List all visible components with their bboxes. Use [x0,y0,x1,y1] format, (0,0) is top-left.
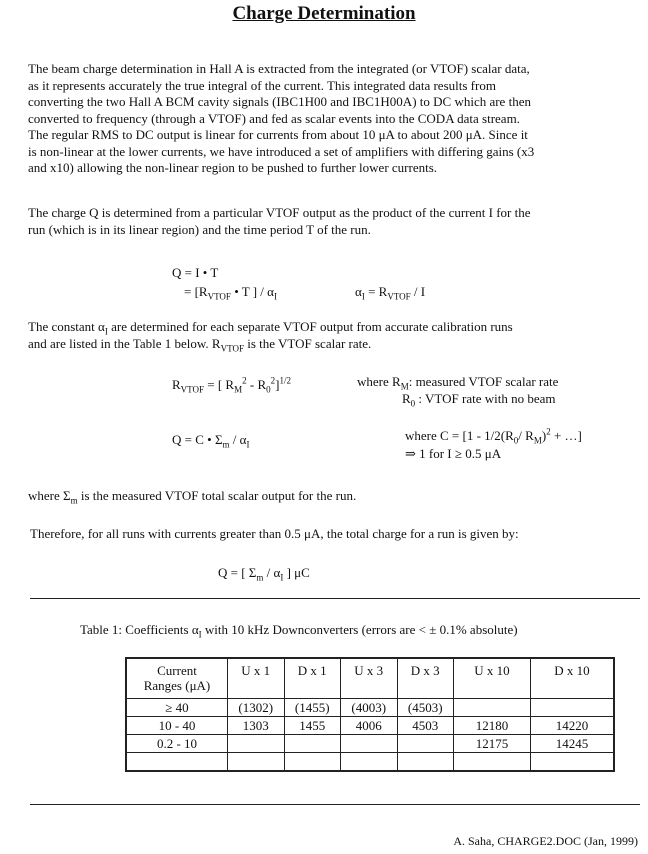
subscript: M [400,381,409,392]
equation-q-it [172,265,218,282]
text: / R [518,428,534,443]
equation-q-rvtof [184,284,277,301]
text: is the measured VTOF total scalar output for the run. [77,488,357,503]
subscript: I [104,326,108,337]
constant-line [28,336,628,353]
table-cell: ≥ 40 [126,699,228,717]
divider [30,598,640,599]
table-cell [284,753,341,772]
equation-total-charge [218,565,310,582]
subscript: I [246,439,250,450]
equation-text: = [ R [204,377,235,392]
page-title: Charge Determination [232,3,416,24]
table-cell: 1303 [228,717,285,735]
table-cell [531,699,615,717]
subscript: I [198,629,202,640]
constant-paragraph [28,319,628,352]
intro-line: The regular RMS to DC output is linear for currents from about 10 μA to about 200 μA. Since it [28,127,528,142]
table-cell [341,753,398,772]
footer-credit: A. Saha, CHARGE2.DOC (Jan, 1999) [453,834,638,848]
intro-line: and x10) allowing the non-linear region to be pushed to further lower currents. [28,160,438,175]
equation-text: - R [246,377,267,392]
subscript: I [361,291,365,302]
table-cell: (4003) [341,699,398,717]
table-cell: 10 - 40 [126,717,228,735]
equation-text: • T ] / α [230,284,274,299]
subscript: 0 [410,398,416,409]
text: Table 1: Coefficients α [80,622,199,637]
table-cell: 14220 [531,717,615,735]
table-cell [531,753,615,772]
subscript: M [234,384,243,395]
intro-line: is non-linear at the lower currents, we have introduced a set of amplifiers with differing gains (x3 [28,143,535,159]
table-header-row [126,658,614,699]
equation-text: Q = C • Σ [172,432,223,447]
superscript: 2 [242,375,247,386]
table-cell [126,753,228,772]
text: where C = [1 - 1/2(R [405,428,514,443]
subscript: I [280,572,284,583]
text: with 10 kHz Downconverters (errors are < ± 0.1% absolute) [201,622,518,637]
equation-text: α [355,284,362,299]
table-cell: 14245 [531,735,615,753]
equation-text: ] [275,377,280,392]
table-caption [80,622,518,639]
intro-line: converted to frequency (through a VTOF) and fed as scalar events into the CODA data stream. [28,110,520,126]
text: where R [357,374,401,389]
text: are determined for each separate VTOF output from accurate calibration runs [107,319,513,334]
equation-text: / α [229,432,247,447]
table-header-cell: U x 10 [454,658,531,699]
table-cell: (4503) [397,699,454,717]
superscript: 2 [270,375,276,386]
equation-text: Q = I • T [172,265,219,280]
subscript: VTOF [387,291,411,302]
equation-text: ] μC [283,565,310,580]
table-header-cell: U x 3 [341,658,398,699]
table-cell: (1455) [284,699,341,717]
text: where Σ [28,488,71,503]
equation-text: / α [263,565,281,580]
equation-rvtof [172,377,291,394]
table-cell [228,735,285,753]
limit-line: ⇒ 1 for I ≥ 0.5 μA [405,446,502,461]
text: ) [541,428,547,443]
subscript: VTOF [220,343,244,354]
table-cell [228,753,285,772]
text: : measured VTOF scalar rate [408,374,559,389]
equation-text: / I [410,284,426,299]
equation-q-c [172,432,249,449]
subscript: m [256,572,264,583]
table-row [126,717,614,735]
subscript: 0 [266,384,271,395]
charge-paragraph [28,205,628,238]
table-cell: 4006 [341,717,398,735]
table-cell: 12180 [454,717,531,735]
coefficients-table [125,657,615,772]
table-header-cell: D x 10 [531,658,615,699]
equation-text: = R [364,284,388,299]
table-cell [341,735,398,753]
header-text: Ranges (μA) [143,678,211,693]
table-cell: (1302) [228,699,285,717]
table-cell [454,753,531,772]
subscript: m [222,439,230,450]
table-header-cell [126,658,228,699]
text: + …] [550,428,582,443]
table-cell [284,735,341,753]
table-cell: 0.2 - 10 [126,735,228,753]
superscript: 1/2 [279,375,291,386]
subscript: VTOF [207,291,231,302]
where-r0 [402,391,556,408]
equation-text: Q = [ Σ [218,565,257,580]
subscript: VTOF [180,384,205,395]
text: The constant α [28,319,105,334]
intro-line: converting the two Hall A BCM cavity signals (IBC1H00 and IBC1H00A) to DC which are then [28,94,531,109]
header-text: Current [157,663,197,678]
subscript: M [533,435,542,446]
equation-text: R [172,377,181,392]
text: and are listed in the Table 1 below. R [28,335,221,351]
table-header-cell: U x 1 [228,658,285,699]
table-cell [454,699,531,717]
intro-paragraph [28,61,628,177]
table-header-cell: D x 1 [284,658,341,699]
charge-line: The charge Q is determined from a particular VTOF output as the product of the current I for the [28,205,531,220]
table-row [126,699,614,717]
table-cell [397,753,454,772]
constant-line [28,319,628,336]
subscript: m [70,495,78,506]
divider [30,804,640,805]
intro-line: as it represents accurately the true integral of the current. This integrated data results from [28,77,496,93]
table-row [126,753,614,772]
table-cell: 4503 [397,717,454,735]
table-cell: 12175 [454,735,531,753]
equation-text: = [R [184,284,208,299]
superscript: 2 [546,426,551,437]
where-rm [357,374,558,391]
charge-line: run (which is in its linear region) and the time period T of the run. [28,221,371,237]
where-c [405,428,582,445]
text: R [402,391,411,406]
table-header-cell: D x 3 [397,658,454,699]
subscript: 0 [513,435,519,446]
therefore-line: Therefore, for all runs with currents greater than 0.5 μA, the total charge for a run is given by: [30,526,519,541]
subscript: I [273,291,277,302]
table-row [126,735,614,753]
intro-line: The beam charge determination in Hall A is extracted from the integrated (or VTOF) scalar data, [28,61,530,76]
sigma-line [28,488,356,505]
table-cell [397,735,454,753]
equation-alpha [355,284,425,301]
text: : VTOF rate with no beam [415,391,556,406]
text: is the VTOF scalar rate. [243,335,372,351]
table-cell: 1455 [284,717,341,735]
